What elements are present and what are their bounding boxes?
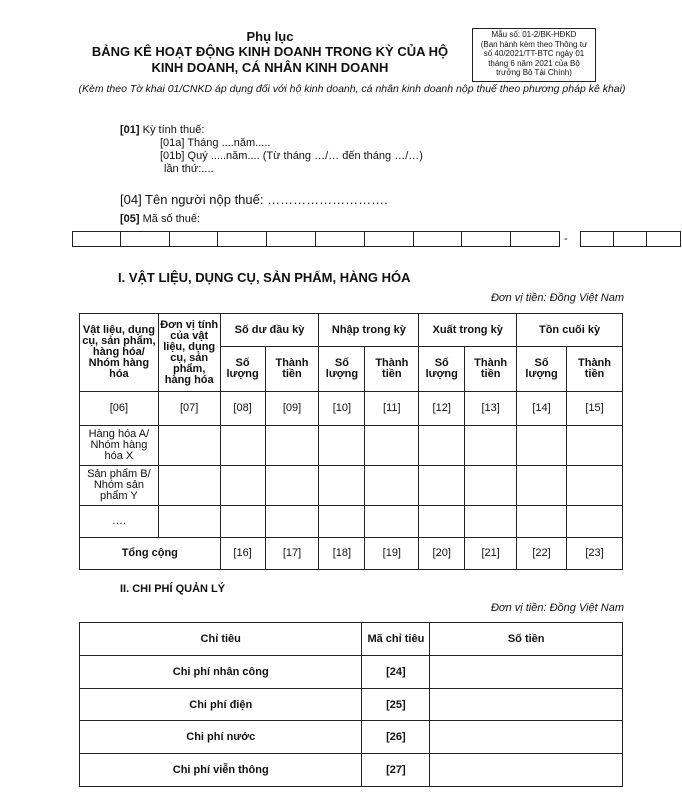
table-cell[interactable]	[365, 426, 419, 466]
cost-label: Chi phí nhân công	[80, 656, 362, 689]
col-header-qty: Số lượng	[319, 347, 365, 392]
table-cell[interactable]	[517, 426, 567, 466]
title-line-1: BẢNG KÊ HOẠT ĐỘNG KINH DOANH TRONG KỲ CỦA HỘ	[91, 44, 449, 59]
table-cell[interactable]	[419, 466, 465, 506]
table-cell[interactable]	[158, 426, 220, 466]
tax-code-digit[interactable]	[121, 231, 170, 247]
management-cost-table	[79, 622, 623, 787]
tax-period-times[interactable]: lần thứ:....	[164, 163, 214, 175]
cost-amount-cell[interactable]	[430, 721, 623, 754]
total-label: Tổng cộng	[80, 538, 221, 570]
tax-period-block	[120, 124, 423, 176]
table-cell[interactable]	[265, 426, 319, 466]
col-header-qty: Số lượng	[419, 347, 465, 392]
col-header-closing: Tồn cuối kỳ	[517, 314, 623, 347]
cost-code: [27]	[362, 754, 430, 787]
form-note: (Ban hành kèm theo Thông tư số 40/2021/TT-BTC ngày 01 tháng 6 năm 2021 của Bộ trưởng Bộ Tài Chính)	[480, 39, 588, 77]
table-cell[interactable]	[517, 466, 567, 506]
tax-code-code: [05]	[120, 213, 140, 225]
col-header-amount: Thành tiền	[365, 347, 419, 392]
table-row	[80, 506, 623, 538]
col-header-qty: Số lượng	[517, 347, 567, 392]
tax-code-digit[interactable]	[511, 231, 560, 247]
col-header-amount: Thành tiền	[567, 347, 623, 392]
tax-code-suffix-boxes	[580, 231, 681, 247]
column-code: [12]	[419, 392, 465, 426]
cost-amount-cell[interactable]	[430, 688, 623, 721]
tax-period-quarter[interactable]: [01b] Quý .....năm.... (Từ tháng …/… đến tháng …/…)	[160, 150, 423, 162]
total-code: [21]	[465, 538, 517, 570]
cost-amount-cell[interactable]	[430, 754, 623, 787]
tax-code-suffix-digit[interactable]	[614, 231, 648, 247]
total-code: [20]	[419, 538, 465, 570]
column-code: [11]	[365, 392, 419, 426]
col-header-amount: Thành tiền	[265, 347, 319, 392]
total-code: [22]	[517, 538, 567, 570]
tax-code-digit[interactable]	[414, 231, 463, 247]
column-code: [09]	[265, 392, 319, 426]
column-code: [06]	[80, 392, 159, 426]
total-row	[80, 538, 623, 570]
table-cell[interactable]	[365, 506, 419, 538]
cost-label: Chi phí nước	[80, 721, 362, 754]
tax-code-dash: -	[564, 233, 568, 245]
table-cell[interactable]	[265, 466, 319, 506]
row-item-name: Hàng hóa A/ Nhóm hàng hóa X	[80, 426, 159, 466]
form-number: Mẫu số: 01-2/BK-HĐKD	[491, 30, 577, 39]
row-item-name: ….	[80, 506, 159, 538]
tax-period-code: [01]	[120, 124, 140, 136]
table-cell[interactable]	[265, 506, 319, 538]
col-header-item: Vật liệu, dụng cụ, sản phẩm, hàng hóa/ Nhóm hàng hóa	[80, 314, 159, 392]
table-cell[interactable]	[465, 466, 517, 506]
table-cell[interactable]	[158, 466, 220, 506]
column-code: [14]	[517, 392, 567, 426]
tax-code-label: Mã số thuế:	[139, 213, 201, 225]
table-cell[interactable]	[220, 466, 265, 506]
taxpayer-name-field[interactable]: [04] Tên người nộp thuế: ……………………….	[120, 192, 388, 207]
inventory-table	[79, 313, 623, 570]
table-cell[interactable]	[319, 426, 365, 466]
column-code: [15]	[567, 392, 623, 426]
table-row	[80, 656, 623, 689]
tax-code-boxes	[72, 231, 560, 247]
column-code: [13]	[465, 392, 517, 426]
table-cell[interactable]	[319, 506, 365, 538]
tax-code-label-row	[120, 213, 200, 225]
table-cell[interactable]	[419, 506, 465, 538]
table-row	[80, 721, 623, 754]
col-header-qty: Số lượng	[220, 347, 265, 392]
table-cell[interactable]	[220, 426, 265, 466]
table-cell[interactable]	[220, 506, 265, 538]
tax-period-month[interactable]: [01a] Tháng ....năm.....	[160, 137, 271, 149]
total-code: [23]	[567, 538, 623, 570]
table-cell[interactable]	[517, 506, 567, 538]
cost-code: [24]	[362, 656, 430, 689]
col-header-amount: Số tiền	[430, 623, 623, 656]
tax-period-heading	[120, 124, 423, 137]
column-code: [08]	[220, 392, 265, 426]
subtitle: (Kèm theo Tờ khai 01/CNKD áp dụng đối với hộ kinh doanh, cá nhân kinh doanh nộp thuế theo phương pháp kê khai)	[78, 83, 626, 95]
column-code: [10]	[319, 392, 365, 426]
table-row	[80, 426, 623, 466]
tax-code-digit[interactable]	[462, 231, 511, 247]
title-line-2: KINH DOANH, CÁ NHÂN KINH DOANH	[151, 60, 389, 75]
cost-label: Chi phí viễn thông	[80, 754, 362, 787]
col-header-export: Xuất trong kỳ	[419, 314, 517, 347]
section-2-title: II. CHI PHÍ QUẢN LÝ	[120, 583, 226, 595]
table-cell[interactable]	[365, 466, 419, 506]
col-header-uom: Đơn vị tính của vật liệu, dụng cụ, sản phẩm, hàng hóa	[158, 314, 220, 392]
code-row	[80, 392, 623, 426]
col-header-indicator: Chỉ tiêu	[80, 623, 362, 656]
section-2-currency-unit: Đơn vị tiền: Đồng Việt Nam	[490, 602, 624, 614]
col-header-opening: Số dư đầu kỳ	[220, 314, 319, 347]
total-code: [17]	[265, 538, 319, 570]
table-cell[interactable]	[419, 426, 465, 466]
table-row	[80, 754, 623, 787]
cost-code: [26]	[362, 721, 430, 754]
appendix-label: Phụ lục	[246, 29, 294, 44]
col-header-import: Nhập trong kỳ	[319, 314, 419, 347]
tax-code-digit[interactable]	[72, 231, 121, 247]
tax-code-digit[interactable]	[218, 231, 267, 247]
table-row	[80, 466, 623, 506]
section-1-currency-unit: Đơn vị tiền: Đồng Việt Nam	[490, 292, 624, 304]
table-cell[interactable]	[465, 506, 517, 538]
col-header-amount: Thành tiền	[465, 347, 517, 392]
tax-code-digit[interactable]	[316, 231, 365, 247]
document-title	[60, 30, 480, 76]
column-code: [07]	[158, 392, 220, 426]
table-cell[interactable]	[158, 506, 220, 538]
row-item-name: Sản phẩm B/ Nhóm sản phẩm Y	[80, 466, 159, 506]
table-cell[interactable]	[567, 506, 623, 538]
tax-code-digit[interactable]	[267, 231, 316, 247]
table-cell[interactable]	[319, 466, 365, 506]
tax-period-label: Kỳ tính thuế:	[139, 124, 205, 136]
table-cell[interactable]	[567, 426, 623, 466]
cost-code: [25]	[362, 688, 430, 721]
table-row	[80, 688, 623, 721]
section-1-title: I. VẬT LIỆU, DỤNG CỤ, SẢN PHẨM, HÀNG HÓA	[118, 270, 411, 285]
tax-code-suffix-digit[interactable]	[580, 231, 614, 247]
tax-code-digit[interactable]	[170, 231, 219, 247]
total-code: [19]	[365, 538, 419, 570]
tax-code-digit[interactable]	[365, 231, 414, 247]
tax-code-suffix-digit[interactable]	[647, 231, 681, 247]
col-header-indicator-code: Mã chỉ tiêu	[362, 623, 430, 656]
total-code: [18]	[319, 538, 365, 570]
table-cell[interactable]	[567, 466, 623, 506]
form-number-box	[472, 28, 596, 82]
cost-amount-cell[interactable]	[430, 656, 623, 689]
table-cell[interactable]	[465, 426, 517, 466]
cost-label: Chi phí điện	[80, 688, 362, 721]
total-code: [16]	[220, 538, 265, 570]
